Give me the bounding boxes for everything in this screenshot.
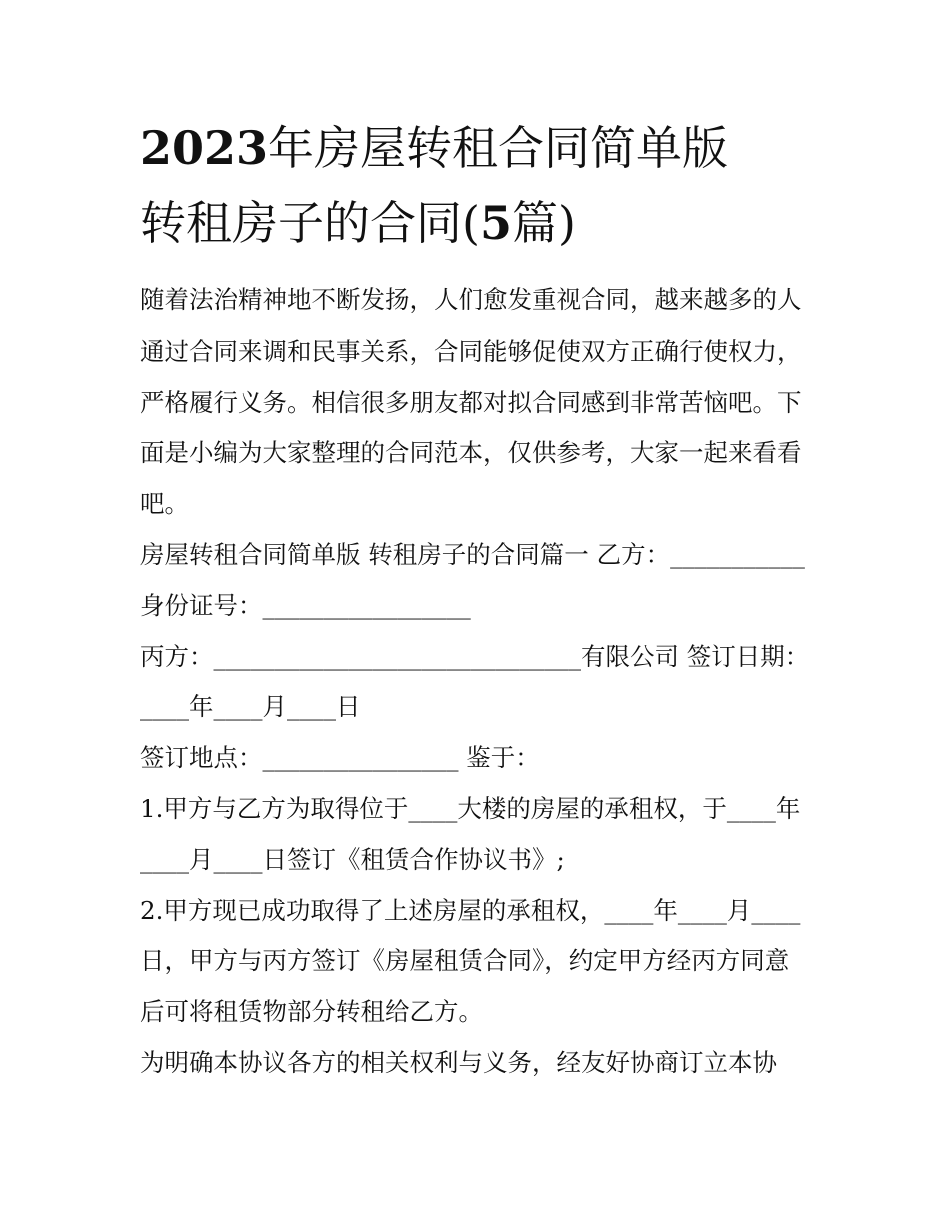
title-count: 5	[479, 196, 512, 250]
clause-2-line-3: 后可将租赁物部分转租给乙方。	[140, 997, 483, 1026]
intro-line-4: 面是小编为大家整理的合同范本，仅供参考，大家一起来看看	[140, 438, 802, 467]
intro-line-2: 通过合同来调和民事关系，合同能够促使双方正确行使权力，	[140, 337, 802, 366]
id-number-line: 身份证号：_________________	[140, 591, 471, 620]
clause-1-line-2: ____月____日签订《租赁合作协议书》;	[140, 845, 565, 874]
intro-line-1: 随着法治精神地不断发扬，人们愈发重视合同，越来越多的人	[140, 285, 802, 314]
intro-line-3: 严格履行义务。相信很多朋友都对拟合同感到非常苦恼吧。下	[140, 388, 802, 417]
title-line-1	[140, 118, 840, 178]
purpose-line: 为明确本协议各方的相关权利与义务，经友好协商订立本协	[140, 1048, 777, 1077]
clause-1-line-1: 1.甲方与乙方为取得位于____大楼的房屋的承租权，于____年	[140, 794, 801, 823]
clause-2-line-1: 2.甲方现已成功取得了上述房屋的承租权，____年____月____	[140, 896, 801, 925]
title-year: 2023	[140, 121, 269, 175]
title-line-2-end: 篇)	[511, 196, 576, 250]
party-c-line: 丙方：______________________________有限公司 签订日期：	[140, 642, 810, 671]
sign-date-line: ____年____月____日	[140, 692, 361, 721]
title-line-2-text: 转租房子的合同(	[140, 196, 480, 250]
contract-heading-line: 房屋转租合同简单版 转租房子的合同篇一 乙方：___________	[140, 540, 805, 569]
sign-place-line: 签订地点：________________ 鉴于：	[140, 743, 540, 772]
title-line-1-text: 年房屋转租合同简单版	[268, 121, 729, 175]
clause-2-line-2: 日，甲方与丙方签订《房屋租赁合同》，约定甲方经丙方同意	[140, 946, 790, 975]
intro-line-5: 吧。	[140, 489, 189, 518]
title-line-2	[140, 193, 840, 253]
